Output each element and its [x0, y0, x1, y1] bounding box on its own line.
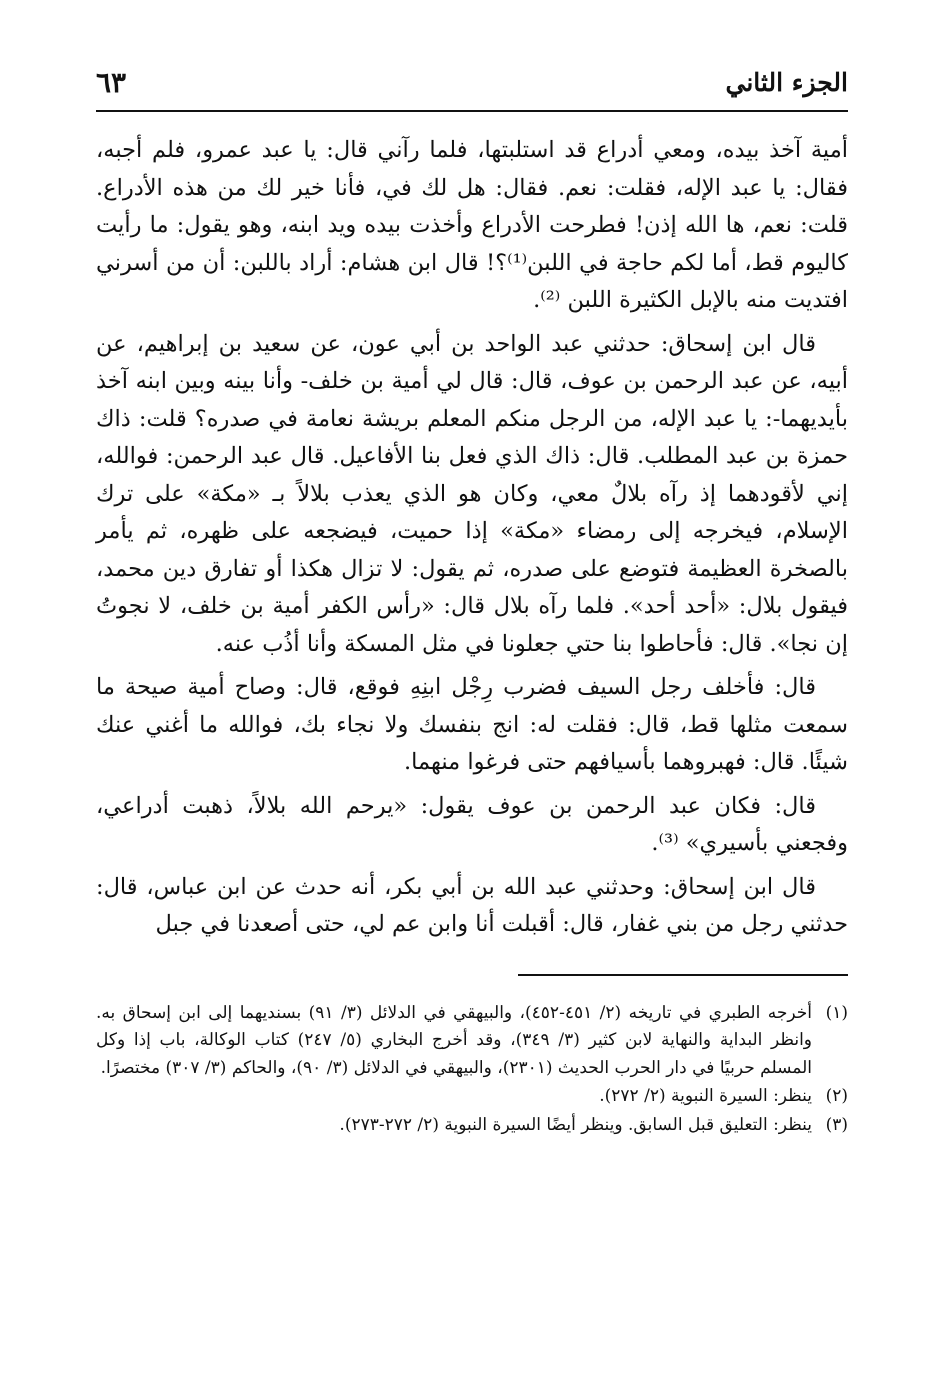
- paragraph: أمية آخذ بيده، ومعي أدراع قد استلبتها، فلما رآني قال: يا عبد عمرو، فلم أجبه، فقال: يا عبد الإله، فقلت: نعم. فقال: هل لك في، فأنا خير لك من هذه الأدراع. قلت: نعم، ها الله إذن! فطرحت الأدراع وأخذت بيده ويد ابنه، وهو يقول: ما رأيت كاليوم قط، أما لكم حاجة في اللبن⁽¹⁾؟! قال ابن هشام: أراد باللبن: أن من أسرني افتديت منه بالإبل الكثيرة اللبن ⁽²⁾.: [96, 137, 848, 313]
- paragraph: قال: فكان عبد الرحمن بن عوف يقول: «يرحم الله بلالاً، ذهبت أدراعي، وفجعني بأسيري» ⁽³⁾.: [96, 792, 848, 856]
- page-header: [96, 60, 848, 112]
- footnote-text: أخرجه الطبري في تاريخه (٢/ ٤٥١-٤٥٢)، والبيهقي في الدلائل (٣/ ٩١) بسنديهما إلى ابن إسحاق به. وانظر البداية والنهاية لابن كثير (٣/ ٣٤٩)، وقد أخرج البخاري (٥/ ٢٤٧) كتاب الوكالة، باب إذا وكل المسلم حربيًا في دار الحرب الحديث (٢٣٠١)، والبيهقي في الدلائل (٣/ ٩٠)، والحاكم (٣/ ٣٠٧) مختصرًا.: [96, 1002, 813, 1078]
- footnote-text: ينظر: السيرة النبوية (٢/ ٢٧٢).: [599, 1086, 812, 1106]
- paragraph: قال ابن إسحاق: حدثني عبد الواحد بن أبي عون، عن سعيد بن إبراهيم، عن أبيه، عن عبد الرحمن بن عوف، قال: قال لي أمية بن خلف- وأنا بينه وبين ابنه آخذ بأيديهما-: يا عبد الإله، من الرجل منكم المعلم بريشة نعامة في صدره؟ قلت: ذاك حمزة بن عبد المطلب. قال: ذاك الذي فعل بنا الأفاعيل. قال عبد الرحمن: فوالله، إني لأقودهما إذ رآه بلالٌ معي، وكان هو الذي يعذب بلالاً بـ «مكة» على ترك الإسلام، فيخرجه إلى رمضاء «مكة» إذا حميت، فيضجعه على ظهره، ثم يأمر بالصخرة العظيمة فتوضع على صدره، ثم يقول: لا تزال هكذا أو تفارق دين محمد، فيقول بلال: «أحد أحد». فلما رآه بلال قال: «رأس الكفر أمية بن خلف، لا نجوتُ إن نجا». قال: فأحاطوا بنا حتي جعلونا في مثل المسكة وأنا أذُب عنه.: [96, 330, 848, 657]
- main-text: [96, 132, 848, 944]
- footnote-number: (٣): [825, 1114, 848, 1135]
- footnote: [96, 1083, 848, 1111]
- footnote-text: ينظر: التعليق قبل السابق. وينظر أيضًا السيرة النبوية (٢/ ٢٧٢-٢٧٣).: [339, 1114, 812, 1135]
- paragraph: قال ابن إسحاق: وحدثني عبد الله بن أبي بكر، أنه حدث عن ابن عباس، قال: حدثني رجل من بني غفار، قال: أقبلت أنا وابن عم لي، حتى أصعدنا في جبل: [96, 873, 848, 937]
- book-page: [96, 60, 848, 1320]
- footnote: [96, 1000, 848, 1083]
- footnote: [96, 1112, 848, 1140]
- page-number: ٦٣: [96, 66, 127, 99]
- footnote-number: (٢): [825, 1086, 848, 1106]
- footnote-number: (١): [825, 1002, 848, 1023]
- footnotes: [96, 1000, 848, 1140]
- footnote-divider: [518, 974, 848, 976]
- running-title: الجزء الثاني: [725, 68, 848, 97]
- paragraph: قال: فأخلف رجل السيف فضرب رِجْل ابنِهِ فوقع، قال: وصاح أمية صيحة ما سمعت مثلها قط، قال: فقلت له: انج بنفسك ولا نجاء بك، فوالله ما أغني عنك شيئًا. قال: فهبروهما بأسيافهم حتى فرغوا منهما.: [96, 674, 848, 775]
